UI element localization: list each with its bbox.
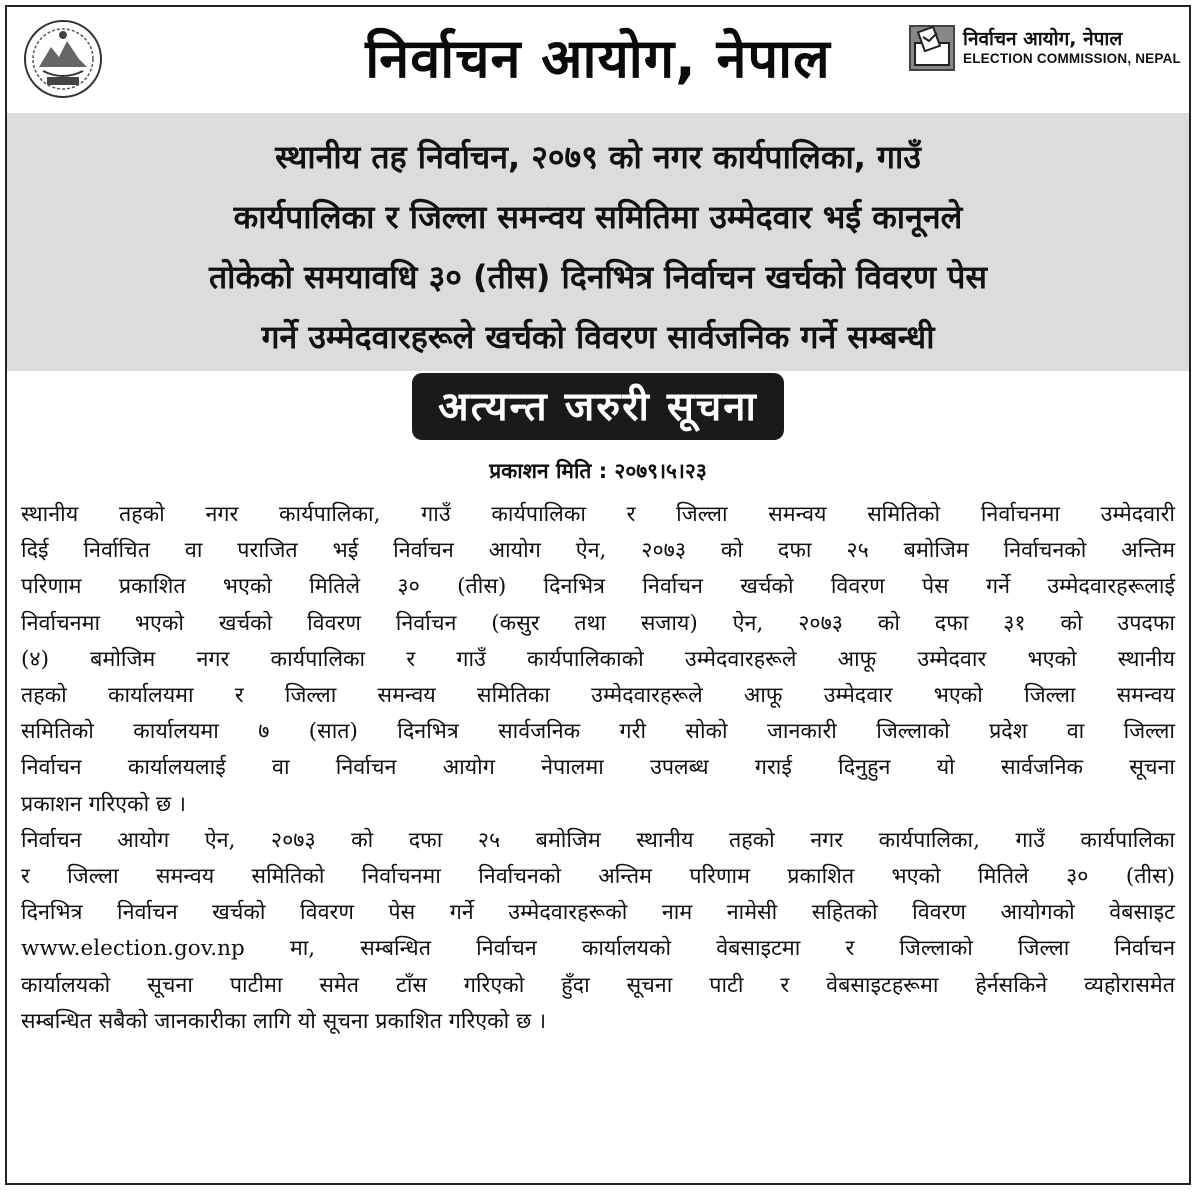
paragraph-1-line: परिणाम प्रकाशित भएको मितिले ३० (तीस) दिनभित्र निर्वाचन खर्चको विवरण पेस गर्ने उम्मेदवारहरूलाई [21, 574, 1175, 600]
subject-line: गर्ने उम्मेदवारहरूले खर्चको विवरण सार्वजनिक गर्ने सम्बन्धी [261, 318, 935, 356]
notice-body [21, 497, 1175, 1040]
urgent-notice-badge: अत्यन्त जरुरी सूचना [412, 373, 784, 440]
paragraph-2-line: निर्वाचन आयोग ऐन, २०७३ को दफा २५ बमोजिम स्थानीय तहको नगर कार्यपालिका, गाउँ कार्यपालिका [21, 827, 1175, 853]
header [7, 7, 1189, 109]
paragraph-2-line: कार्यालयको सूचना पाटीमा समेत टाँस गरिएको हुँदा सूचना पाटी र वेबसाइटहरूमा हेर्नसकिने व्यहोरासमेत [21, 972, 1175, 998]
brand-name-english: ELECTION COMMISSION, NEPAL [963, 51, 1181, 67]
brand-logo [909, 25, 1181, 71]
brand-text [963, 29, 1181, 66]
paragraph-2-line: दिनभित्र निर्वाचन खर्चको विवरण पेस गर्ने उम्मेदवारहरूको नाम नामेसी सहितको विवरण आयोगको वेबसाइट [21, 900, 1175, 926]
ballot-box-icon [909, 25, 955, 71]
paragraph-1-line: तहको कार्यालयमा र जिल्ला समन्वय समितिका उम्मेदवारहरूले आफू उम्मेदवार भएको जिल्ला समन्वय [21, 683, 1175, 709]
subject-line: स्थानीय तह निर्वाचन, २०७९ को नगर कार्यपालिका, गाउँ [275, 138, 921, 176]
page-title: निर्वाचन आयोग, नेपाल [365, 27, 831, 90]
paragraph-1-line: निर्वाचन कार्यालयलाई वा निर्वाचन आयोग नेपालमा उपलब्ध गराई दिनुहुन यो सार्वजनिक सूचना [21, 755, 1175, 781]
paragraph-1-line: दिई निर्वाचित वा पराजित भई निर्वाचन आयोग ऐन, २०७३ को दफा २५ बमोजिम निर्वाचनको अन्तिम [21, 538, 1175, 564]
publication-date: प्रकाशन मिति : २०७९।५।२३ [489, 459, 707, 483]
notice-page [5, 5, 1191, 1185]
paragraph-2-line: www.election.gov.np मा, सम्बन्धित निर्वाचन कार्यालयको वेबसाइटमा र जिल्लाको जिल्ला निर्वाचन [21, 936, 1175, 962]
paragraph-1-line: (४) बमोजिम नगर कार्यपालिका र गाउँ कार्यपालिकाको उम्मेदवारहरूले आफू उम्मेदवार भएको स्थानीय [21, 646, 1175, 672]
paragraph-2-line: र जिल्ला समन्वय समितिको निर्वाचनमा निर्वाचनको अन्तिम परिणाम प्रकाशित भएको मितिले ३० (तीस) [21, 864, 1175, 890]
subject-box [7, 113, 1189, 371]
paragraph-1-line: समितिको कार्यालयमा ७ (सात) दिनभित्र सार्वजनिक गरी सोको जानकारी जिल्लाको प्रदेश वा जिल्ला [21, 719, 1175, 745]
subject-line: तोकेको समयावधि ३० (तीस) दिनभित्र निर्वाचन खर्चको विवरण पेस [208, 258, 988, 296]
paragraph-1-line: प्रकाशन गरिएको छ । [21, 791, 187, 817]
paragraph-2-line: सम्बन्धित सबैको जानकारीका लागि यो सूचना प्रकाशित गरिएको छ । [21, 1008, 547, 1034]
paragraph-1-line: स्थानीय तहको नगर कार्यपालिका, गाउँ कार्यपालिका र जिल्ला समन्वय समितिको निर्वाचनमा उम्मेदवारी [21, 502, 1175, 527]
subject-line: कार्यपालिका र जिल्ला समन्वय समितिमा उम्मेदवार भई कानूनले [233, 198, 963, 236]
paragraph-1-line: निर्वाचनमा भएको खर्चको विवरण निर्वाचन (कसुर तथा सजाय) ऐन, २०७३ को दफा ३१ को उपदफा [21, 610, 1175, 636]
brand-name-nepali: निर्वाचन आयोग, नेपाल [963, 28, 1123, 51]
notice-badge-wrap [7, 373, 1189, 440]
